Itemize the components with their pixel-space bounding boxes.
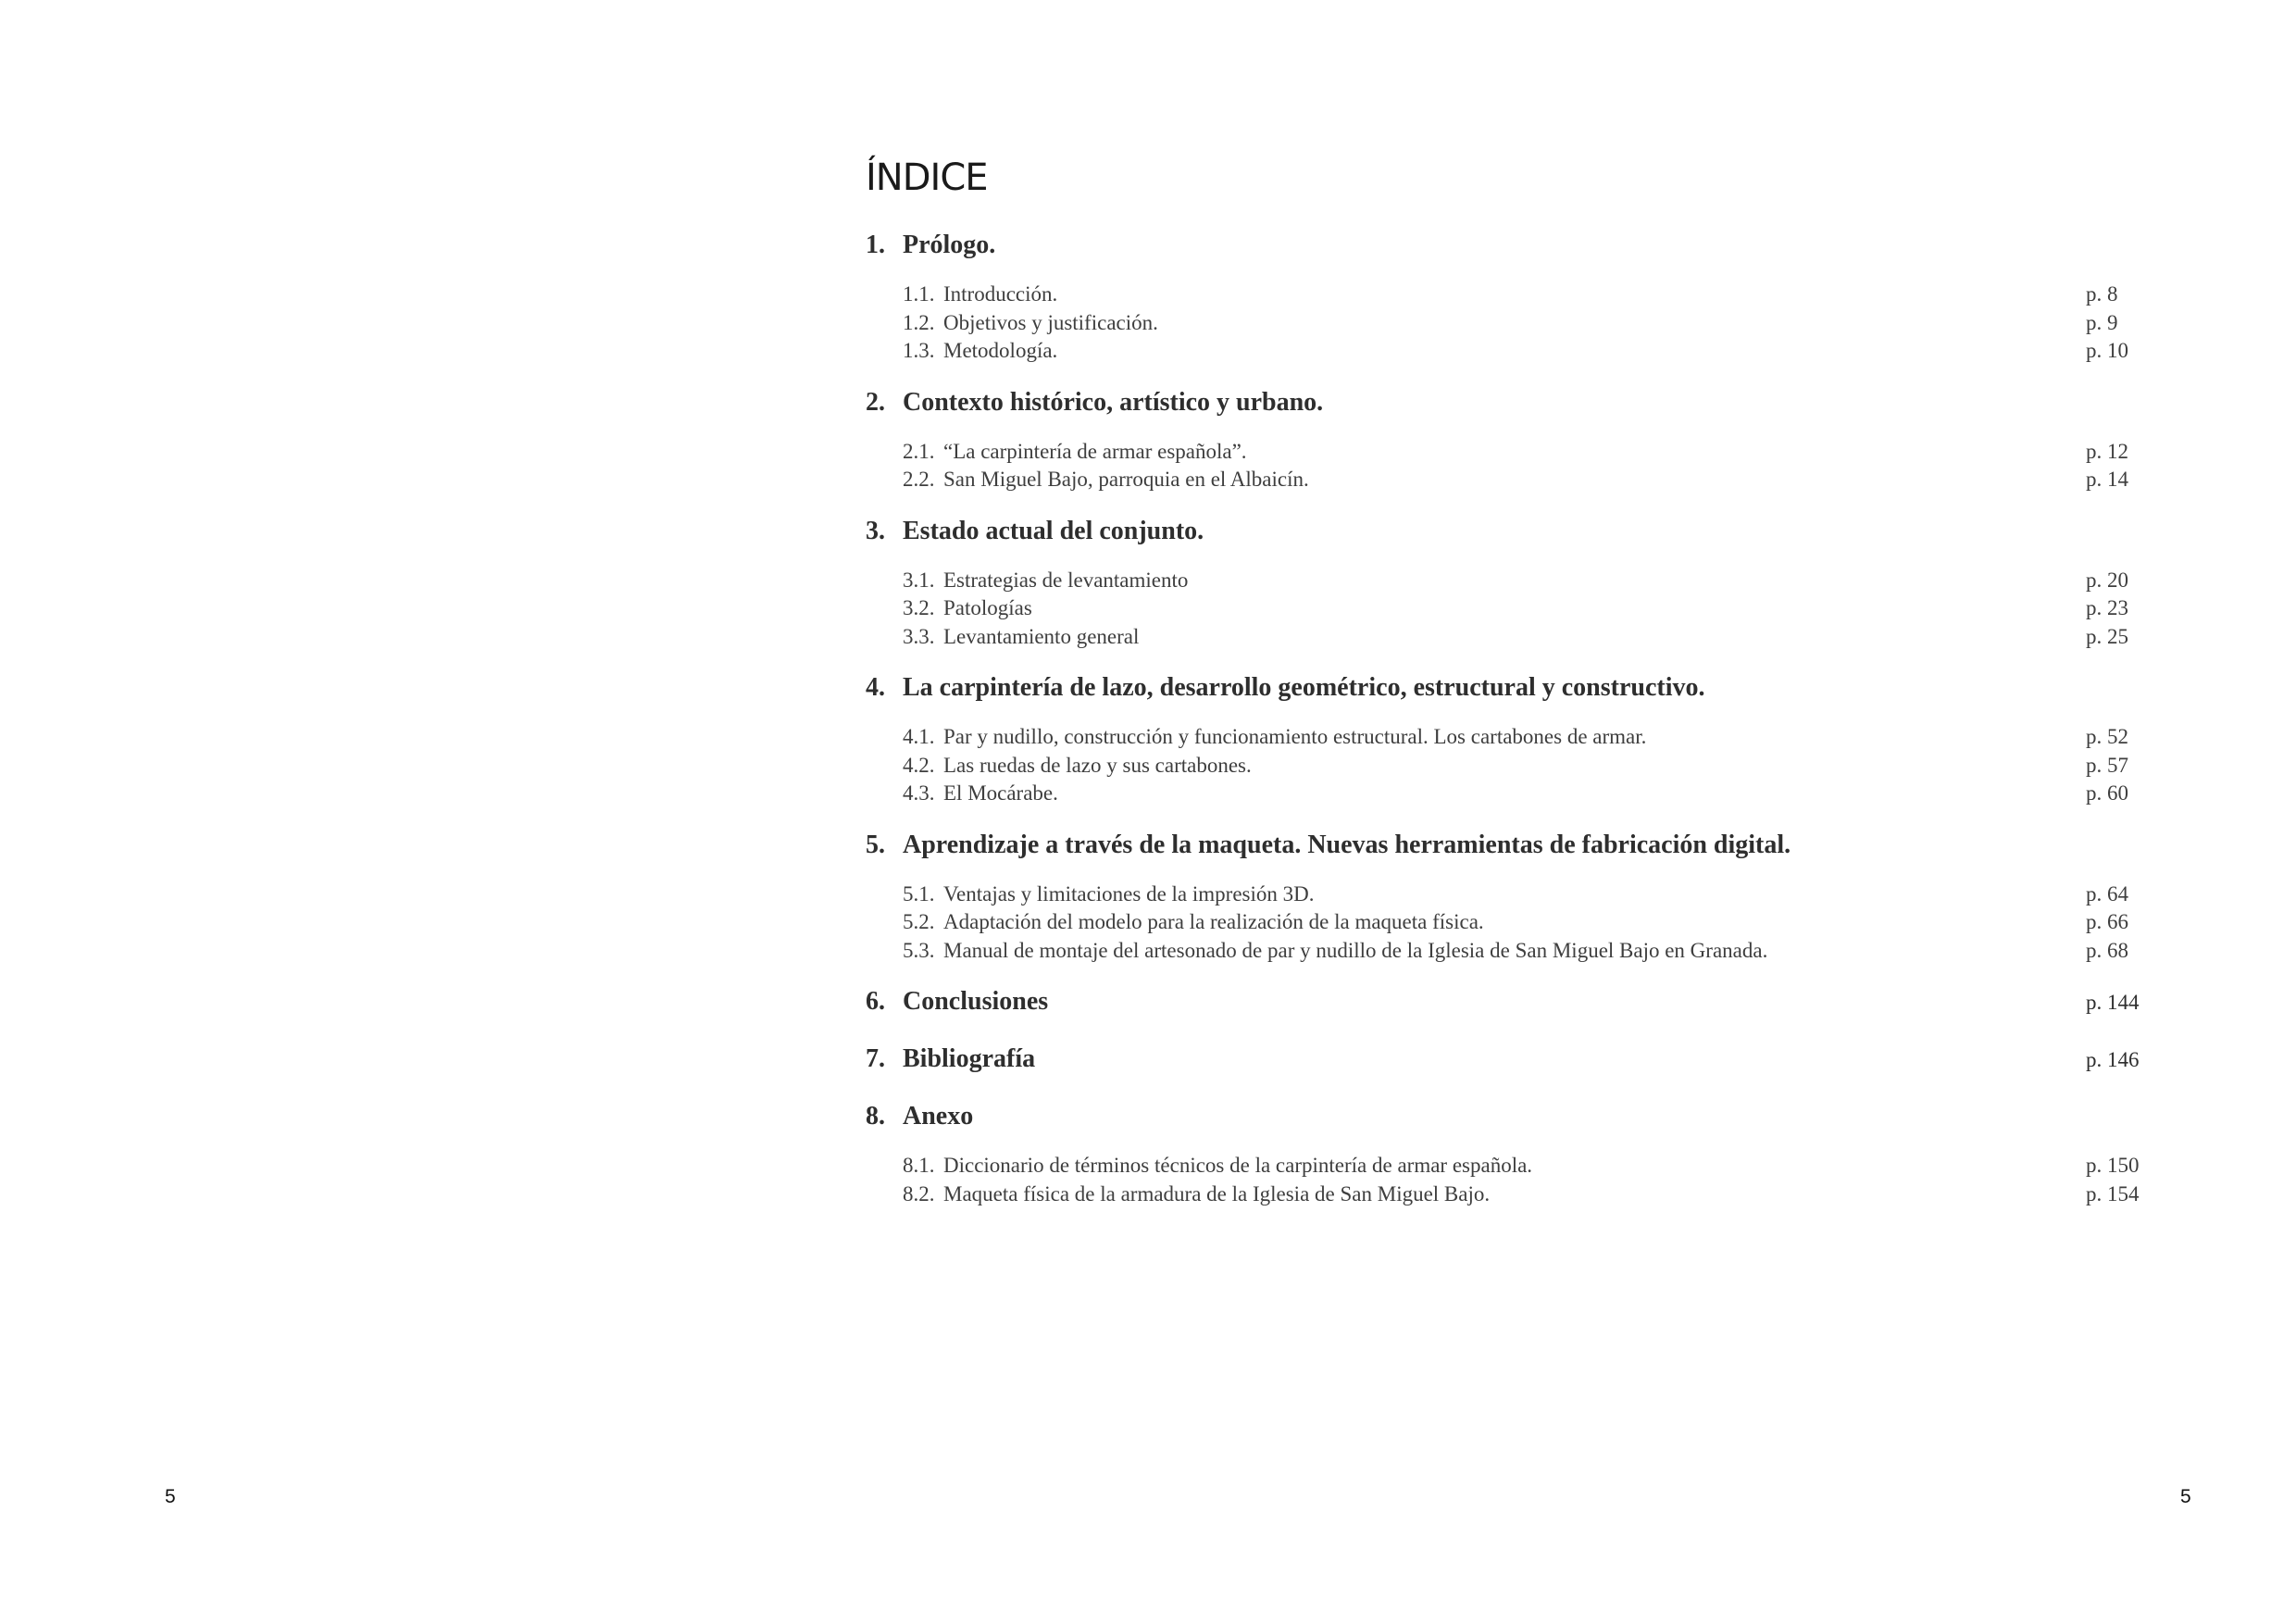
toc-subsection-page: p. 57 [2086,753,2128,777]
toc-section-number: 8. [866,1102,885,1131]
toc-section-title: Anexo [903,1102,974,1131]
toc-subsection-list [866,281,2143,366]
toc-subsection-number: 1.3. [903,339,935,362]
toc-subsection-title: Patologías [943,596,1032,619]
toc-subsection-title: Manual de montaje del artesonado de par y nudillo de la Iglesia de San Miguel Bajo en Granada. [943,938,1768,962]
toc-subsection [866,567,2143,595]
toc-section-heading [866,1098,2143,1135]
toc-section-title: Aprendizaje a través de la maqueta. Nuevas herramientas de fabricación digital. [903,830,1791,859]
toc-section-number: 4. [866,673,885,702]
toc-subsection-number: 3.3. [903,624,935,648]
toc-subsection-title: Metodología. [943,339,1058,362]
toc-subsection-title: Adaptación del modelo para la realización de la maqueta física. [943,910,1484,933]
page-number-right: 5 [2180,1486,2191,1507]
toc-subsection-number: 2.1. [903,439,935,463]
toc-subsection-page: p. 52 [2086,725,2128,748]
toc-subsection-number: 5.3. [903,938,935,962]
toc-subsection-label [903,752,1252,781]
toc-subsection [866,438,2143,467]
toc-subsection [866,881,2143,909]
toc-subsection-title: Diccionario de términos técnicos de la carpintería de armar española. [943,1154,1533,1177]
toc-subsection-page: p. 64 [2086,881,2128,906]
toc-subsection-label [903,309,1158,338]
toc-section-heading [866,384,2143,421]
toc-section [866,384,2143,494]
toc-section-label [866,983,1048,1020]
toc-section-label [866,669,1705,706]
toc-subsection-page: p. 20 [2086,568,2128,592]
toc-section-heading [866,669,2143,706]
toc-section-heading [866,983,2143,1020]
toc-section [866,1041,2143,1098]
toc-subsection [866,594,2143,623]
toc-subsection [866,780,2143,808]
toc-subsection [866,466,2143,494]
toc-subsection-page: p. 9 [2086,310,2118,334]
toc-subsection [866,1181,2143,1209]
toc-subsection-page: p. 8 [2086,282,2118,306]
toc-subsection-number: 1.1. [903,282,935,306]
toc-subsection [866,752,2143,781]
table-of-contents [866,227,2143,1227]
toc-section-label [866,227,995,264]
toc-section-number: 6. [866,987,885,1016]
toc-section-heading [866,1041,2143,1078]
toc-subsection-label [903,623,1139,652]
toc-subsection-list [866,567,2143,652]
toc-subsection-page: p. 23 [2086,596,2128,619]
toc-section [866,669,2143,808]
toc-subsection [866,723,2143,752]
toc-subsection-label [903,881,1315,909]
toc-subsection-label [903,1152,1532,1181]
toc-subsection-title: Ventajas y limitaciones de la impresión 3D. [943,881,1315,906]
toc-subsection-list [866,881,2143,966]
toc-section-title: Prólogo. [903,231,996,259]
toc-subsection-page: p. 154 [2086,1181,2140,1206]
toc-subsection-label [903,937,1767,966]
toc-section-number: 2. [866,387,885,417]
toc-spacer [866,1020,2143,1041]
toc-subsection [866,337,2143,366]
toc-section-heading [866,513,2143,550]
toc-subsection-number: 8.2. [903,1181,935,1206]
toc-subsection-number: 4.1. [903,725,935,748]
toc-section-page: p. 146 [2086,1048,2140,1071]
toc-subsection [866,908,2143,937]
toc-subsection-page: p. 66 [2086,910,2128,933]
toc-subsection-page: p. 60 [2086,781,2128,805]
toc-subsection-page: p. 10 [2086,339,2128,362]
toc-subsection-title: “La carpintería de armar española”. [943,439,1247,463]
toc-subsection [866,623,2143,652]
toc-subsection-number: 4.2. [903,753,935,777]
toc-subsection-number: 2.2. [903,468,935,491]
toc-subsection-title: Maqueta física de la armadura de la Iglesia de San Miguel Bajo. [943,1181,1491,1206]
page-title: ÍNDICE [866,156,988,199]
toc-subsection [866,937,2143,966]
toc-subsection-number: 8.1. [903,1154,935,1177]
toc-section-label [866,384,1323,421]
toc-subsection-page: p. 68 [2086,938,2128,962]
toc-subsection-number: 1.2. [903,310,935,334]
toc-subsection-label [903,337,1057,366]
toc-section [866,827,2143,966]
toc-subsection-label [903,908,1484,937]
toc-subsection-label [903,438,1247,467]
toc-subsection-title: Par y nudillo, construcción y funcionamiento estructural. Los cartabones de armar. [943,725,1647,748]
toc-subsection-number: 4.3. [903,781,935,805]
toc-subsection-number: 3.2. [903,596,935,619]
toc-section-number: 7. [866,1044,885,1073]
toc-spacer [866,1078,2143,1098]
toc-section-number: 5. [866,830,885,859]
toc-section-title: Estado actual del conjunto. [903,516,1204,545]
toc-section-label [866,1098,973,1135]
toc-section [866,1098,2143,1208]
toc-section-number: 3. [866,516,885,545]
toc-section-title: Bibliografía [903,1044,1036,1073]
toc-section [866,983,2143,1041]
toc-subsection-number: 5.1. [903,881,935,906]
toc-subsection-page: p. 150 [2086,1154,2140,1177]
toc-subsection-page: p. 25 [2086,624,2128,648]
toc-subsection-number: 3.1. [903,568,935,592]
toc-subsection-list [866,438,2143,494]
toc-subsection-title: El Mocárabe. [943,781,1058,805]
toc-section-heading [866,827,2143,864]
toc-subsection-label [903,1181,1490,1209]
toc-section-title: Conclusiones [903,987,1049,1016]
toc-section-label [866,513,1204,550]
toc-subsection-label [903,723,1646,752]
toc-section-title: La carpintería de lazo, desarrollo geométrico, estructural y constructivo. [903,673,1705,702]
toc-subsection-label [903,567,1188,595]
toc-section-label [866,827,1791,864]
toc-section-title: Contexto histórico, artístico y urbano. [903,387,1324,417]
toc-subsection [866,309,2143,338]
toc-subsection [866,281,2143,309]
toc-subsection-page: p. 14 [2086,468,2128,491]
toc-subsection-list [866,723,2143,808]
toc-subsection-number: 5.2. [903,910,935,933]
toc-subsection-title: Estrategias de levantamiento [943,568,1189,592]
toc-subsection-title: Introducción. [943,282,1058,306]
toc-subsection-title: San Miguel Bajo, parroquia en el Albaicín. [943,468,1309,491]
toc-section-heading [866,227,2143,264]
toc-subsection-title: Objetivos y justificación. [943,310,1158,334]
toc-section-page: p. 144 [2086,991,2140,1014]
toc-section [866,227,2143,366]
page-number-left: 5 [165,1486,176,1507]
toc-subsection-label [903,281,1057,309]
toc-subsection-label [903,594,1032,623]
toc-subsection-title: Levantamiento general [943,624,1140,648]
toc-section-label [866,1041,1035,1078]
toc-section-number: 1. [866,231,885,259]
toc-subsection-list [866,1152,2143,1208]
toc-subsection-label [903,780,1058,808]
toc-subsection [866,1152,2143,1181]
toc-subsection-page: p. 12 [2086,439,2128,463]
toc-subsection-label [903,466,1309,494]
toc-subsection-title: Las ruedas de lazo y sus cartabones. [943,753,1252,777]
toc-section [866,513,2143,652]
